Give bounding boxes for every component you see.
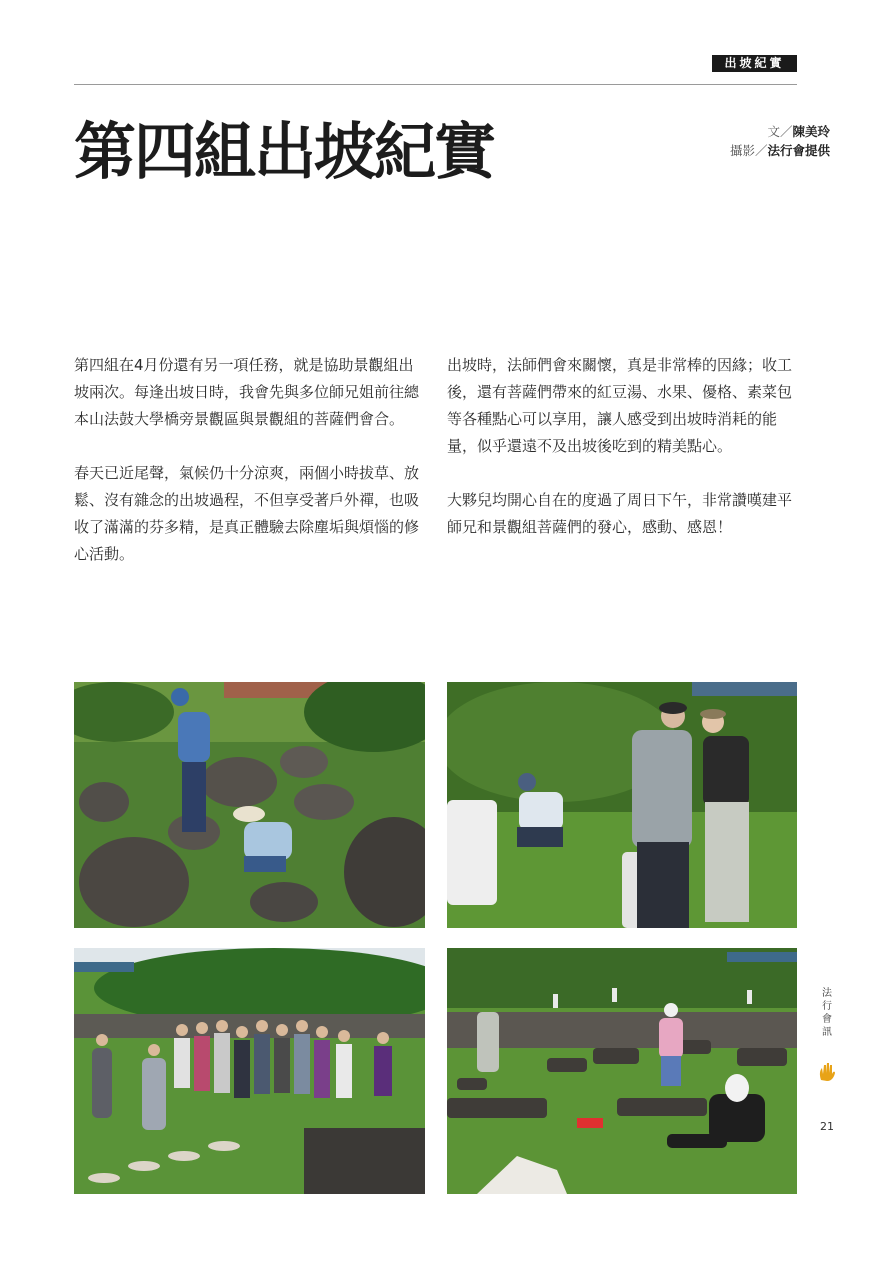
header-divider bbox=[74, 84, 797, 85]
author-credit: 文／陳美玲 bbox=[767, 124, 830, 139]
photo-group-gathering bbox=[74, 948, 425, 1194]
paragraph: 第四組在4月份還有另一項任務，就是協助景觀組出坡兩次。每逢出坡日時，我會先與多位師兄姐前往總本山法鼓大學橋旁景觀區與景觀組的菩薩們會合。 bbox=[74, 356, 420, 428]
page-number: 21 bbox=[820, 1120, 834, 1133]
paragraph: 大夥兒均開心自在的度過了周日下午，非常讚嘆建平師兄和景觀組菩薩們的發心，感動、感恩！ bbox=[447, 491, 793, 536]
body-column-left bbox=[74, 352, 426, 595]
photo-lawn-weeding bbox=[447, 948, 797, 1194]
article-title: 第四組出坡紀實 bbox=[74, 115, 495, 188]
paragraph: 出坡時，法師們會來關懷，真是非常棒的因緣；收工後，還有菩薩們帶來的紅豆湯、水果、優格、素菜包等各種點心可以享用，讓人感受到出坡時消耗的能量，似乎還遠不及出坡後吃到的精美點心。 bbox=[447, 356, 793, 455]
photo-credit: 攝影／法行會提供 bbox=[729, 143, 830, 158]
photo-weeding-rocks bbox=[74, 682, 425, 928]
section-tag: 出坡紀實 bbox=[712, 55, 797, 72]
publication-logo: 法行會訊 bbox=[822, 988, 832, 1038]
hand-logo-icon bbox=[818, 1062, 836, 1082]
paragraph: 春天已近尾聲，氣候仍十分涼爽，兩個小時拔草、放鬆、沒有雜念的出坡過程，不但享受著戶外禪，也吸收了滿滿的芬多精，是真正體驗去除塵垢與煩惱的修心活動。 bbox=[74, 464, 420, 563]
photo-hillside-volunteers bbox=[447, 682, 797, 928]
body-column-right bbox=[447, 352, 799, 568]
byline bbox=[690, 122, 830, 160]
